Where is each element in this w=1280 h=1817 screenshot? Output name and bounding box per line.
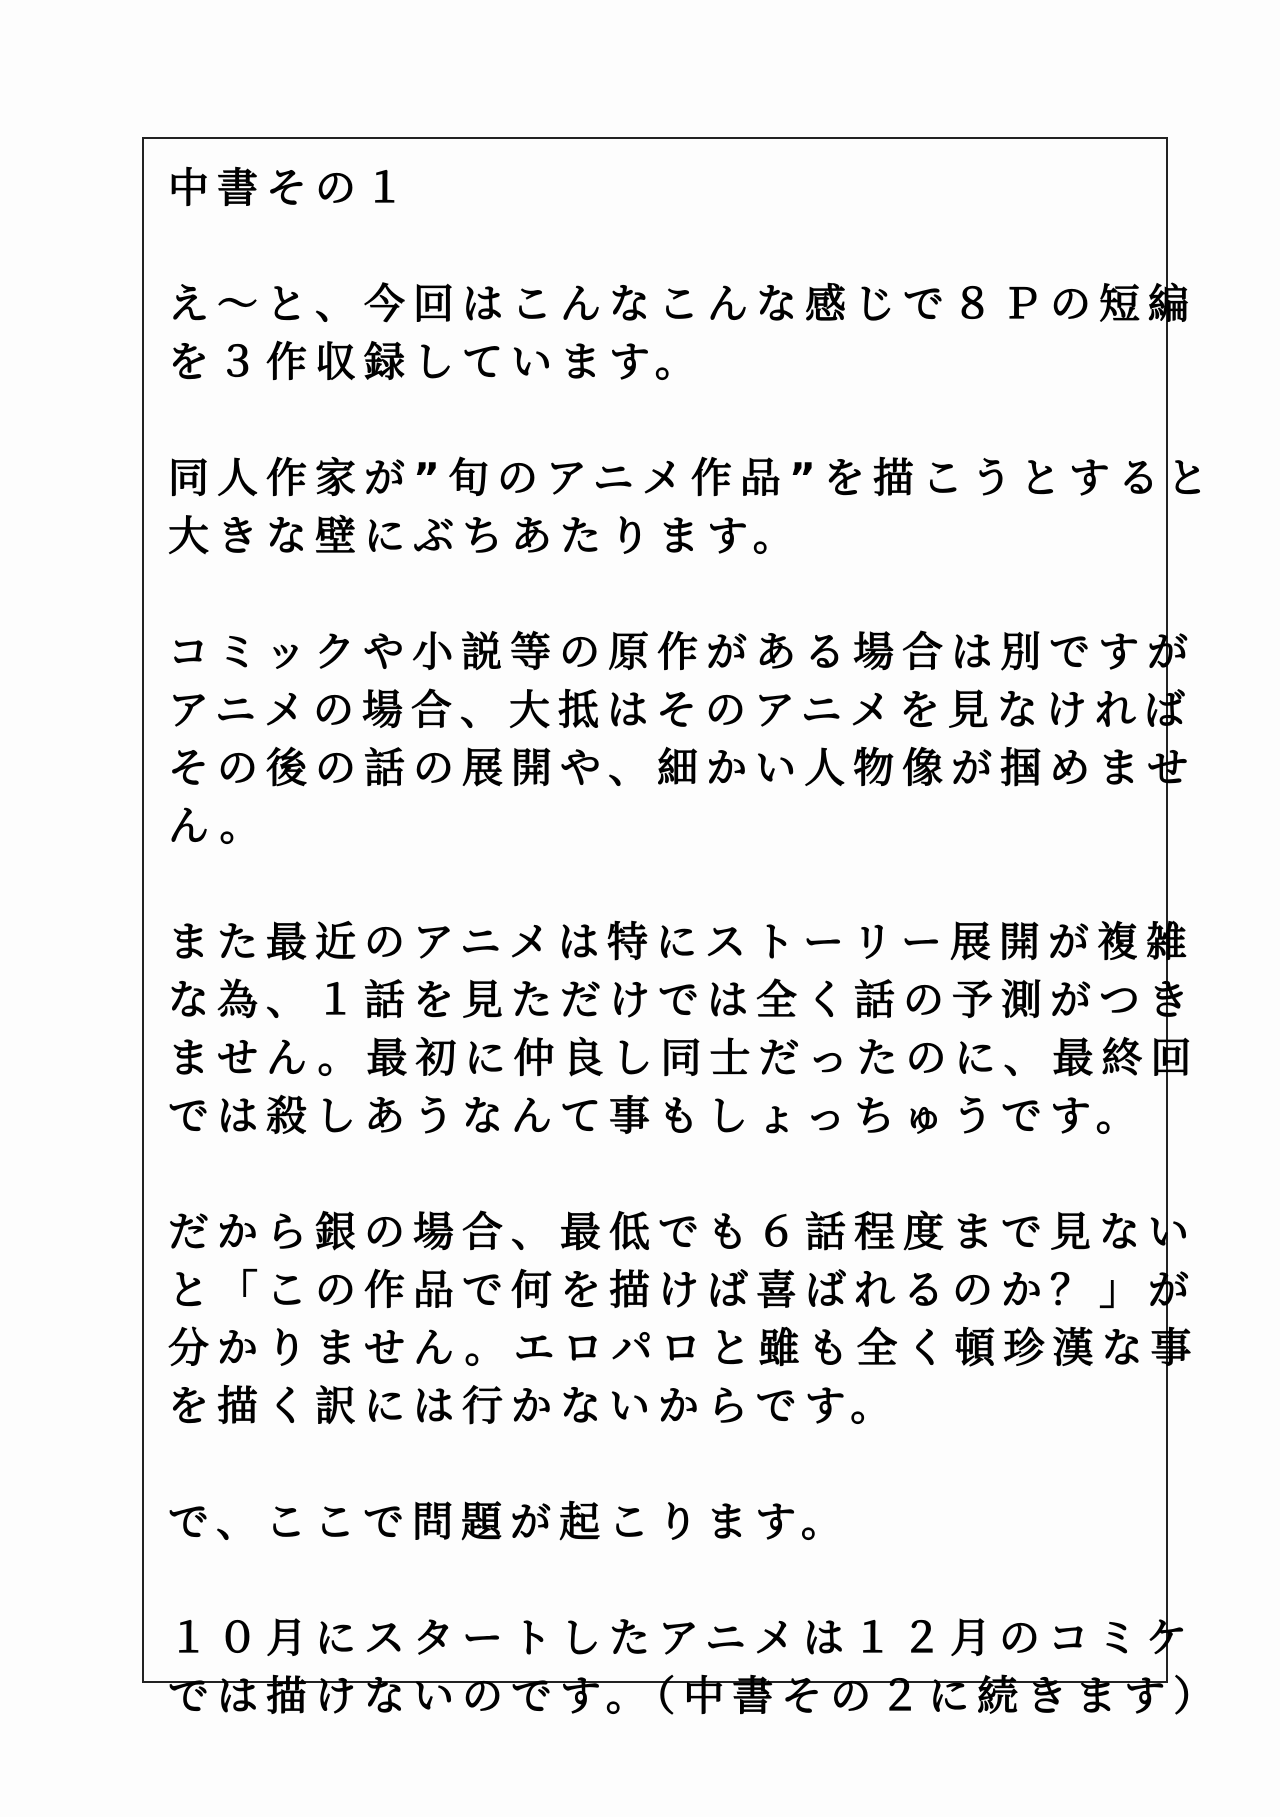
paragraph-gap: [168, 1145, 1168, 1203]
text-line: 中書その１: [168, 164, 413, 212]
text-line: その後の話の展開や、細かい人物像が掴めませ: [168, 744, 1197, 792]
heading: [168, 159, 1168, 217]
text-line: アニメの場合、大抵はそのアニメを見なければ: [168, 686, 1193, 734]
text-line: え～と、今回はこんなこんな感じで８Ｐの短編: [168, 280, 1197, 328]
text-line: 大きな壁にぶちあたります。: [168, 512, 802, 560]
paragraph: [168, 449, 1216, 565]
text-line: な為、１話を見ただけでは全く話の予測がつき: [168, 976, 1197, 1024]
text-line: ん。: [168, 802, 269, 850]
paragraph: [168, 623, 1197, 855]
text-line: だから銀の場合、最低でも６話程度まで見ない: [168, 1208, 1197, 1256]
paragraph-gap: [168, 217, 1168, 275]
paragraph: [168, 1493, 1168, 1551]
paragraph-gap: [168, 391, 1168, 449]
paragraph-gap: [168, 565, 1168, 623]
text-line: を描く訳には行かないからです。: [168, 1382, 900, 1430]
paragraph: [168, 275, 1197, 391]
paragraph: [168, 913, 1200, 1145]
paragraph: [168, 1203, 1200, 1435]
text-line: また最近のアニメは特にストーリー展開が複雑: [168, 918, 1195, 966]
text-line: を３作収録しています。: [168, 338, 704, 386]
text-line: で、ここで問題が起こります。: [168, 1498, 850, 1546]
paragraph: [168, 1609, 1223, 1725]
text-frame: [142, 137, 1223, 1720]
text-line: 分かりません。エロパロと雖も全く頓珍漢な事: [168, 1324, 1200, 1372]
text-line: と「この作品で何を描けば喜ばれるのか？」が: [168, 1266, 1197, 1314]
text-line: １０月にスタートしたアニメは１２月のコミケ: [168, 1614, 1195, 1662]
paragraph-gap: [168, 855, 1168, 913]
text-line: コミックや小説等の原作がある場合は別ですが: [168, 628, 1197, 676]
paragraph-gap: [168, 1551, 1168, 1609]
text-line: 同人作家が”旬のアニメ作品”を描こうとすると: [168, 454, 1216, 502]
text-body: [168, 159, 1223, 1725]
paragraph-gap: [168, 1435, 1168, 1493]
text-line: では殺しあうなんて事もしょっちゅうです。: [168, 1092, 1145, 1140]
text-line: ません。最初に仲良し同士だったのに、最終回: [168, 1034, 1200, 1082]
text-line: では描けないのです。（中書その２に続きます）: [168, 1672, 1223, 1720]
